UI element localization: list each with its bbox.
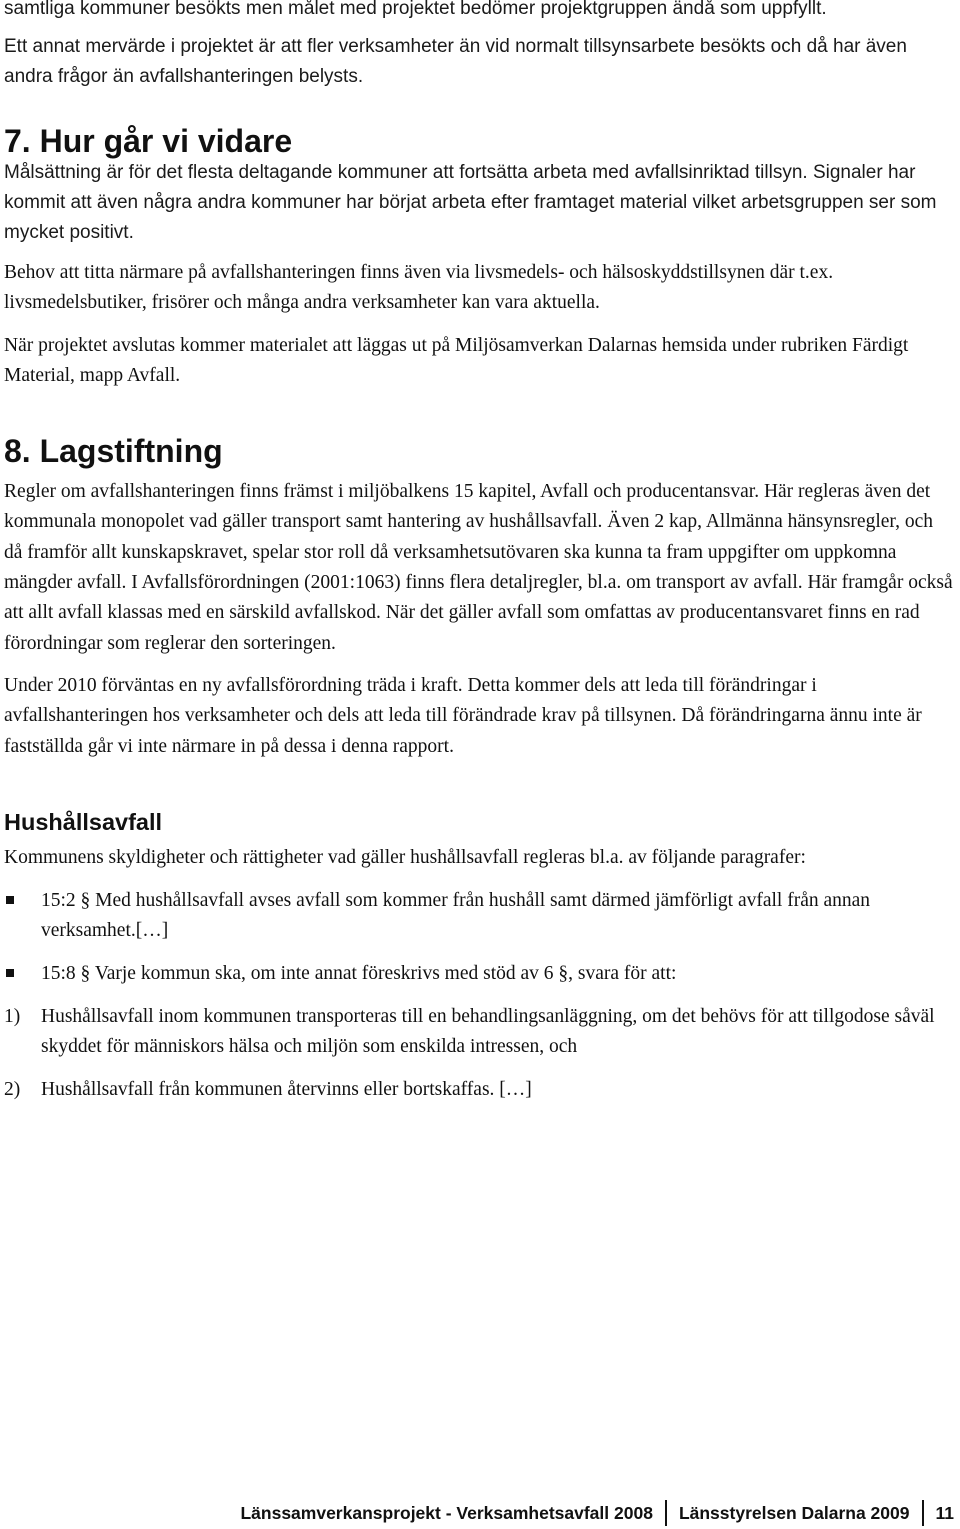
footer-divider [665,1500,667,1526]
page-footer [240,1500,954,1526]
intro-paragraph-2: Ett annat mervärde i projektet är att fler verksamheter än vid normalt tillsynsarbete besökts och då har även andra frågor än avfallshanteringen belysts. [4,36,907,87]
list-item-text: 15:8 § Varje kommun ska, om inte annat föreskrivs med stöd av 6 §, svara för att: [41,962,677,984]
section-8-paragraph-1: Regler om avfallshanteringen finns främst i miljöbalkens 15 kapitel, Avfall och producentansvar. Här regleras även det kommunala monopolet vad gäller transport samt hantering av hushållsavfall. Även 2 kap, Allmänna hänsynsregler, och då framför allt kunskapskravet, spelar stor roll då verksamhetsutövaren ska kunna ta fram uppgifter om uppkomna mängder avfall. I Avfallsförordningen (2001:1063) finns flera detaljregler, bl.a. om transport av avfall. Här framgår också att allt avfall klassas med en särskild avfallskod. När det gäller avfall som omfattas av producentansvaret finns en rad förordningar som reglerar den sorteringen. [4,481,953,654]
numbered-item [4,1002,954,1063]
section-7-paragraph-1: Målsättning är för det flesta deltagande kommuner att fortsätta arbeta med avfallsinriktad tillsyn. Signaler har kommit att även några andra kommuner har börjat arbeta efter framtaget material vilket arbetsgruppen ser som mycket positivt. [4,162,937,243]
section-8-heading: 8. Lagstiftning [4,433,223,470]
list-item [4,959,954,989]
section-7-paragraph-2: Behov att titta närmare på avfallshanteringen finns även via livsmedels- och hälsoskyddstillsynen där t.ex. livsmedelsbutiker, frisörer och många andra verksamheter kan vara aktuella. [4,262,834,314]
list-item-text: 15:2 § Med hushållsavfall avses avfall som kommer från hushåll samt därmed jämförligt avfall från annan verksamhet.[…] [41,890,871,942]
list-number: 1) [4,1006,21,1028]
list-item [4,886,954,947]
hushallsavfall-heading: Hushållsavfall [4,808,163,835]
hushallsavfall-intro: Kommunens skyldigheter och rättigheter vad gäller hushållsavfall regleras bl.a. av följande paragrafer: [4,846,806,868]
list-number: 2) [4,1078,21,1100]
page-number: 11 [935,1502,954,1523]
intro-paragraph-1: samtliga kommuner besökts men målet med projektet bedömer projektgruppen ändå som uppfyllt. [4,0,827,19]
document-page [4,0,954,1105]
section-7-heading: 7. Hur går vi vidare [4,123,293,159]
square-bullet-icon [6,896,14,904]
footer-organization: Länsstyrelsen Dalarna 2009 [678,1502,910,1523]
footer-divider [922,1500,924,1526]
section-8-paragraph-2: Under 2010 förväntas en ny avfallsförordning träda i kraft. Detta kommer dels att leda till förändringar i avfallshanteringen hos verksamheter och dels att leda till förändrade krav på tillsynen. Då förändringarna ännu inte är fastställda går vi inte närmare in på dessa i denna rapport. [4,674,922,757]
section-7-paragraph-3: När projektet avslutas kommer materialet att läggas ut på Miljösamverkan Dalarnas hemsida under rubriken Färdigt Material, mapp Avfall. [4,334,909,386]
numbered-item-text: Hushållsavfall från kommunen återvinns eller bortskaffas. […] [41,1078,532,1100]
numbered-item [4,1075,954,1105]
square-bullet-icon [6,969,14,977]
footer-project-title: Länssamverkansprojekt - Verksamhetsavfall 2008 [240,1502,653,1523]
numbered-item-text: Hushållsavfall inom kommunen transporteras till en behandlingsanläggning, om det behövs för att tillgodose såväl skyddet för människors hälsa och miljön som enskilda intressen, och [41,1006,935,1058]
